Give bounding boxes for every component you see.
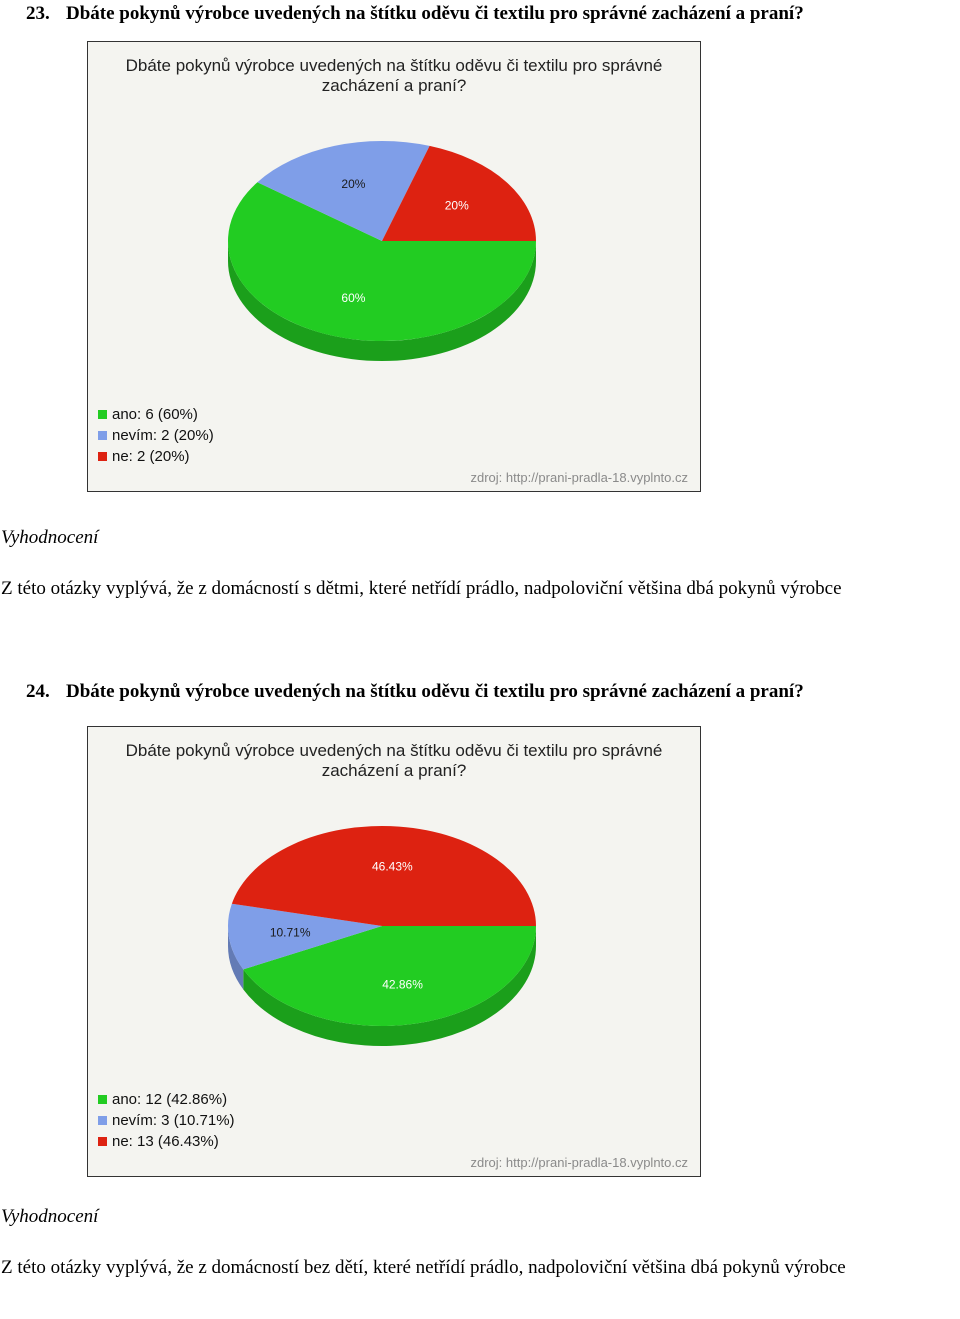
- pie-label-ne: 20%: [444, 198, 469, 213]
- legend-label: ne: 13 (46.43%): [112, 1133, 219, 1150]
- pie-label-ne: 46.43%: [371, 859, 413, 874]
- question-heading-23: [26, 2, 804, 26]
- chart-title: [88, 741, 700, 781]
- legend-item-ne: [98, 1131, 235, 1152]
- legend-swatch: [98, 1095, 107, 1104]
- evaluation-text-24: Z této otázky vyplývá, že z domácností bez dětí, které netřídí prádlo, nadpoloviční většina dbá pokynů výrobce: [1, 1257, 846, 1278]
- question-number: 23.: [26, 3, 50, 24]
- question-text: Dbáte pokynů výrobce uvedených na štítku oděvu či textilu pro správné zacházení a praní?: [66, 681, 804, 702]
- legend-swatch: [98, 410, 107, 419]
- chart-title-line2: zacházení a praní?: [321, 76, 467, 95]
- pie-label-nevím: 10.71%: [269, 925, 311, 940]
- legend-swatch: [98, 452, 107, 461]
- legend-swatch: [98, 1116, 107, 1125]
- chart-title: [88, 56, 700, 96]
- pie-label-ano: 60%: [341, 291, 366, 306]
- legend-label: ne: 2 (20%): [112, 448, 190, 465]
- question-heading-24: [26, 680, 804, 704]
- legend-label: nevím: 3 (10.71%): [112, 1112, 235, 1129]
- legend-label: ano: 6 (60%): [112, 406, 198, 423]
- evaluation-heading-23: Vyhodnocení: [1, 527, 99, 548]
- question-number: 24.: [26, 681, 50, 702]
- chart-source: zdroj: http://prani-pradla-18.vyplnto.cz: [470, 1155, 688, 1170]
- legend-swatch: [98, 1137, 107, 1146]
- legend-item-nevim: [98, 1110, 235, 1131]
- evaluation-text-23: Z této otázky vyplývá, že z domácností s dětmi, které netřídí prádlo, nadpoloviční většina dbá pokynů výrobce: [1, 578, 842, 599]
- pie-chart-24: [87, 726, 701, 1177]
- evaluation-heading-24: Vyhodnocení: [1, 1206, 99, 1227]
- pie-label-ano: 42.86%: [382, 977, 423, 992]
- legend-item-ano: [98, 404, 214, 425]
- legend-item-nevim: [98, 425, 214, 446]
- legend-swatch: [98, 431, 107, 440]
- chart-title-line1: Dbáte pokynů výrobce uvedených na štítku oděvu či textilu pro správné: [125, 56, 663, 75]
- chart-source: zdroj: http://prani-pradla-18.vyplnto.cz: [470, 470, 688, 485]
- pie-chart-23: [87, 41, 701, 492]
- legend-item-ano: [98, 1089, 235, 1110]
- chart-legend: [98, 404, 214, 467]
- chart-legend: [98, 1089, 235, 1152]
- chart-title-line1: Dbáte pokynů výrobce uvedených na štítku oděvu či textilu pro správné: [125, 741, 663, 760]
- legend-label: ano: 12 (42.86%): [112, 1091, 228, 1108]
- pie-label-nevím: 20%: [341, 176, 366, 191]
- legend-item-ne: [98, 446, 214, 467]
- chart-title-line2: zacházení a praní?: [321, 761, 467, 780]
- legend-label: nevím: 2 (20%): [112, 427, 214, 444]
- question-text: Dbáte pokynů výrobce uvedených na štítku oděvu či textilu pro správné zacházení a praní?: [66, 3, 804, 24]
